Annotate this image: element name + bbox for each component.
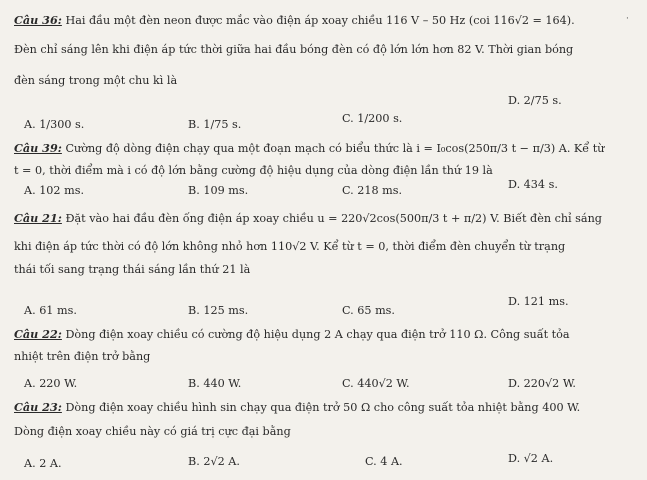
question-23-option-a: A. 2 A.: [24, 457, 62, 470]
question-39-option-c: C. 218 ms.: [342, 184, 403, 197]
question-21-line-2: khi điện áp tức thời có độ lớn không nhỏ hơn 110√2 V. Kể từ t = 0, thời điểm đèn chuyển từ trạng: [14, 240, 566, 253]
question-21-option-c: C. 65 ms.: [342, 304, 395, 317]
question-22-label: Câu 22:: [14, 327, 62, 341]
question-36-option-b: B. 1/75 s.: [188, 118, 242, 131]
question-23-option-d: D. √2 A.: [508, 452, 554, 465]
question-22-option-c: C. 440√2 W.: [342, 377, 410, 390]
question-39-line-2: t = 0, thời điểm mà i có độ lớn bằng cường độ hiệu dụng của dòng điện lần thứ 19 là: [14, 164, 493, 177]
question-22-option-a: A. 220 W.: [24, 377, 78, 390]
question-21-line-3: thái tối sang trạng thái sáng lần thứ 21 là: [14, 263, 251, 276]
question-36-option-a: A. 1/300 s.: [24, 118, 85, 131]
question-22-line-1: Câu 22: Dòng điện xoay chiều có cường độ hiệu dụng 2 A chạy qua điện trở 110 Ω. Công suất tỏa: [14, 327, 570, 341]
question-23-label: Câu 23:: [14, 400, 62, 414]
question-21-line-1: Câu 21: Đặt vào hai đầu đèn ống điện áp xoay chiều u = 220√2cos(500π/3 t + π/2) V. Biết đèn chỉ sáng: [14, 211, 602, 225]
question-21-option-d: D. 121 ms.: [508, 295, 569, 308]
question-23-option-b: B. 2√2 A.: [188, 455, 240, 468]
question-23-option-c: C. 4 A.: [365, 455, 403, 468]
question-39-label: Câu 39:: [14, 141, 62, 155]
question-39-option-b: B. 109 ms.: [188, 184, 249, 197]
question-36-line-3: đèn sáng trong một chu kì là: [14, 74, 178, 87]
question-39-option-a: A. 102 ms.: [24, 184, 85, 197]
question-21-option-b: B. 125 ms.: [188, 304, 249, 317]
question-21-label: Câu 21:: [14, 211, 62, 225]
question-36-label: Câu 36:: [14, 13, 62, 27]
question-21-option-a: A. 61 ms.: [24, 304, 77, 317]
question-39-option-d: D. 434 s.: [508, 178, 558, 191]
question-36-option-d: D. 2/75 s.: [508, 94, 562, 107]
question-39-line-1: Câu 39: Cường độ dòng điện chạy qua một đoạn mạch có biểu thức là i = I₀cos(250π/3 t − π/3) A. Kể từ: [14, 141, 605, 155]
question-22-option-d: D. 220√2 W.: [508, 377, 576, 390]
question-23-line-1: Câu 23: Dòng điện xoay chiều hình sin chạy qua điện trở 50 Ω cho công suất tỏa nhiệt bằng 400 W.: [14, 400, 581, 414]
question-36-option-c: C. 1/200 s.: [342, 112, 403, 125]
question-36-line-1: Câu 36: Hai đầu một đèn neon được mắc vào điện áp xoay chiều 116 V – 50 Hz (coi 116√2 = 164).: [14, 13, 575, 27]
question-22-line-2: nhiệt trên điện trở bằng: [14, 350, 151, 363]
question-23-line-2: Dòng điện xoay chiều này có giá trị cực đại bằng: [14, 425, 291, 438]
question-36-line-2: Đèn chỉ sáng lên khi điện áp tức thời giữa hai đầu bóng đèn có độ lớn lớn hơn 82 V. Thời gian bóng: [14, 43, 574, 56]
stray-mark: ·: [626, 14, 629, 24]
question-22-option-b: B. 440 W.: [188, 377, 242, 390]
